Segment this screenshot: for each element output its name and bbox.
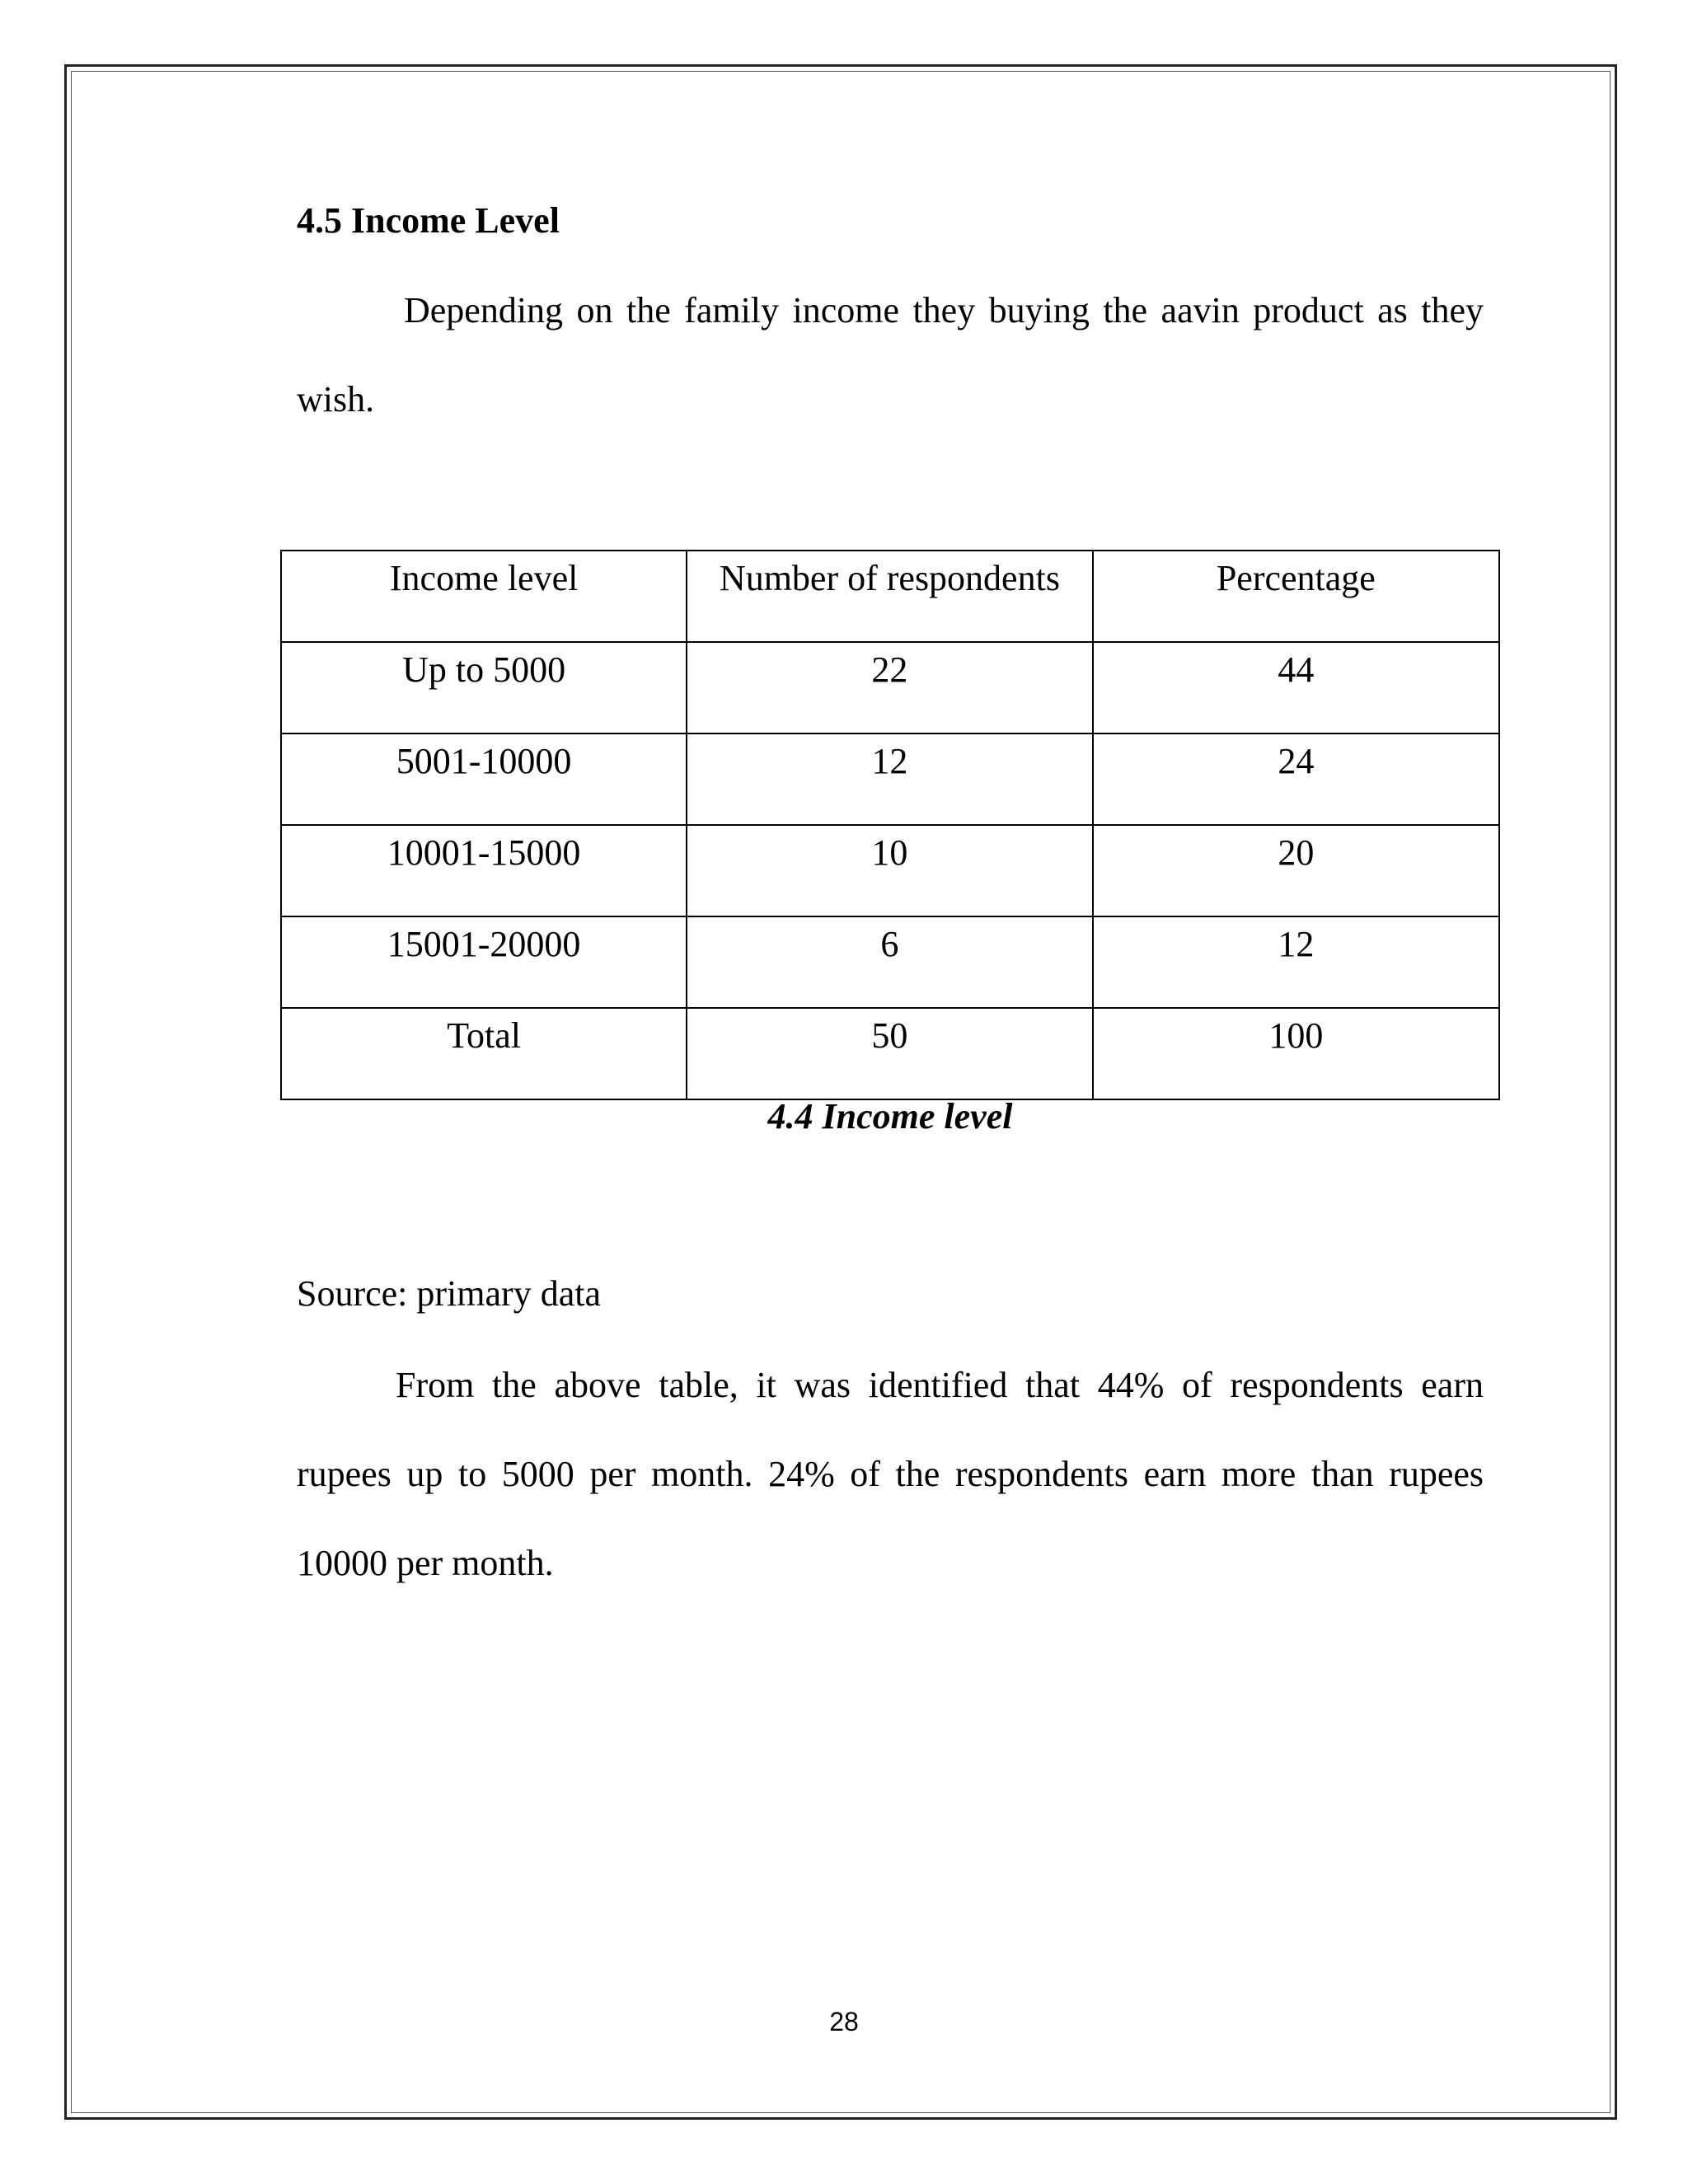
cell-respondents: 6 [687,916,1092,1008]
cell-income-level: 15001-20000 [281,916,687,1008]
cell-percentage: 100 [1093,1008,1499,1099]
cell-percentage: 24 [1093,733,1499,825]
cell-percentage: 44 [1093,642,1499,733]
source-note: Source: primary data [297,1273,601,1314]
cell-respondents: 50 [687,1008,1092,1099]
cell-income-level: Up to 5000 [281,642,687,733]
analysis-text: From the above table, it was identified that 44% of respondents earn rupees up to 5000 per month. 24% of the respondents earn more than rupees 10000 per month. [297,1365,1484,1583]
cell-percentage: 12 [1093,916,1499,1008]
table-row [281,916,1499,1008]
column-header-respondents: Number of respondents [687,551,1092,642]
analysis-paragraph [297,1341,1484,1608]
table-row [281,642,1499,733]
cell-percentage: 20 [1093,825,1499,916]
income-table [280,550,1500,1100]
table-total-row [281,1008,1499,1099]
intro-text: Depending on the family income they buying the aavin product as they wish. [297,290,1484,419]
page-number: 28 [829,2007,859,2036]
table-row [281,733,1499,825]
cell-income-level: Total [281,1008,687,1099]
cell-income-level: 10001-15000 [281,825,687,916]
column-header-percentage: Percentage [1093,551,1499,642]
table-caption: 4.4 Income level [767,1096,1013,1137]
cell-income-level: 5001-10000 [281,733,687,825]
section-heading: 4.5 Income Level [297,200,560,241]
cell-respondents: 22 [687,642,1092,733]
table-header-row [281,551,1499,642]
cell-respondents: 10 [687,825,1092,916]
column-header-income-level: Income level [281,551,687,642]
cell-respondents: 12 [687,733,1092,825]
intro-paragraph [297,266,1484,444]
table-row [281,825,1499,916]
